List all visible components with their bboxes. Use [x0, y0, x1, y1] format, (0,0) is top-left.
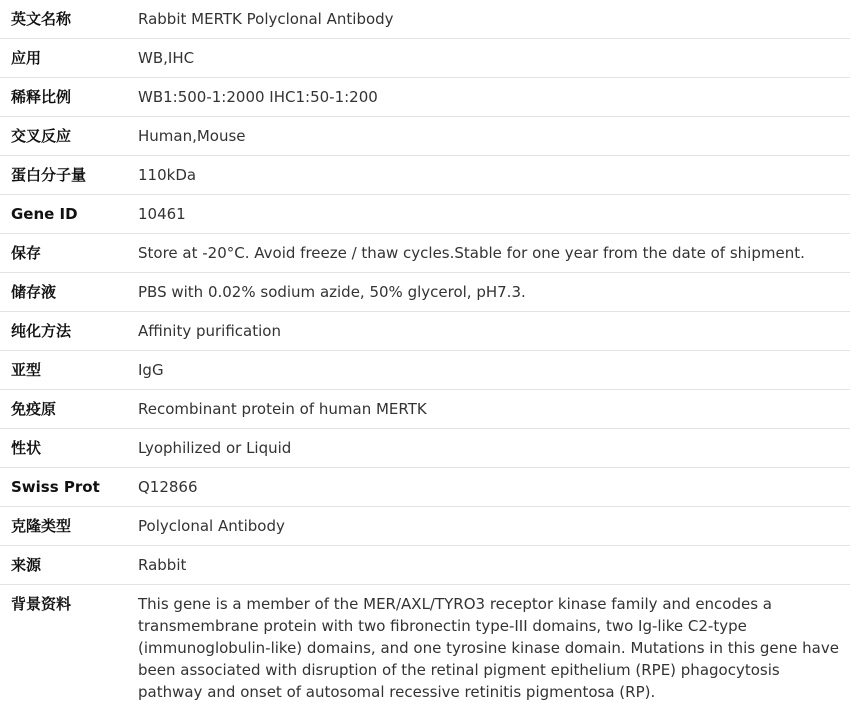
spec-label: 蛋白分子量	[0, 156, 138, 195]
spec-label: 亚型	[0, 351, 138, 390]
spec-row-background	[0, 585, 850, 704]
spec-value: Human,Mouse	[138, 117, 850, 156]
spec-label: 保存	[0, 234, 138, 273]
spec-value: 10461	[138, 195, 850, 234]
spec-label: 应用	[0, 39, 138, 78]
spec-label: Gene ID	[0, 195, 138, 234]
spec-value: WB,IHC	[138, 39, 850, 78]
spec-value: Rabbit	[138, 546, 850, 585]
spec-label: Swiss Prot	[0, 468, 138, 507]
spec-row-application	[0, 39, 850, 78]
spec-label: 免疫原	[0, 390, 138, 429]
spec-row-english-name	[0, 0, 850, 39]
spec-row-immunogen	[0, 390, 850, 429]
spec-value: WB1:500-1:2000 IHC1:50-1:200	[138, 78, 850, 117]
spec-value: PBS with 0.02% sodium azide, 50% glycerol, pH7.3.	[138, 273, 850, 312]
spec-row-storage	[0, 234, 850, 273]
spec-row-buffer	[0, 273, 850, 312]
spec-label: 背景资料	[11, 595, 72, 613]
spec-label: 克隆类型	[0, 507, 138, 546]
spec-value: Affinity purification	[138, 312, 850, 351]
spec-row-swiss-prot	[0, 468, 850, 507]
spec-row-isotype	[0, 351, 850, 390]
spec-value: Store at -20°C. Avoid freeze / thaw cycles.Stable for one year from the date of shipment.	[138, 234, 850, 273]
spec-row-dilution	[0, 78, 850, 117]
spec-row-gene-id	[0, 195, 850, 234]
spec-row-host	[0, 546, 850, 585]
spec-value: Lyophilized or Liquid	[138, 429, 850, 468]
spec-label: 来源	[0, 546, 138, 585]
spec-label: 交叉反应	[0, 117, 138, 156]
spec-value: Recombinant protein of human MERTK	[138, 390, 850, 429]
spec-label: 英文名称	[0, 0, 138, 39]
spec-row-clonality	[0, 507, 850, 546]
spec-value: Q12866	[138, 468, 850, 507]
spec-label: 纯化方法	[0, 312, 138, 351]
spec-row-purification	[0, 312, 850, 351]
spec-row-reactivity	[0, 117, 850, 156]
spec-label: 稀释比例	[0, 78, 138, 117]
spec-value: Rabbit MERTK Polyclonal Antibody	[138, 0, 850, 39]
spec-label: 性状	[0, 429, 138, 468]
spec-label: 储存液	[0, 273, 138, 312]
spec-value: Polyclonal Antibody	[138, 507, 850, 546]
spec-row-form	[0, 429, 850, 468]
spec-value: IgG	[138, 351, 850, 390]
spec-value: 110kDa	[138, 156, 850, 195]
spec-value-background: This gene is a member of the MER/AXL/TYRO3 receptor kinase family and encodes a transmembrane protein with two fibronectin type-III domains, two Ig-like C2-type (immunoglobulin-like) domains, and one tyrosine kinase domain. Mutations in this gene have been associated with disruption of the retinal pigment epithelium (RPE) phagocytosis pathway and onset of autosomal recessive retinitis pigmentosa (RP).	[138, 595, 839, 701]
spec-row-molecular-weight	[0, 156, 850, 195]
